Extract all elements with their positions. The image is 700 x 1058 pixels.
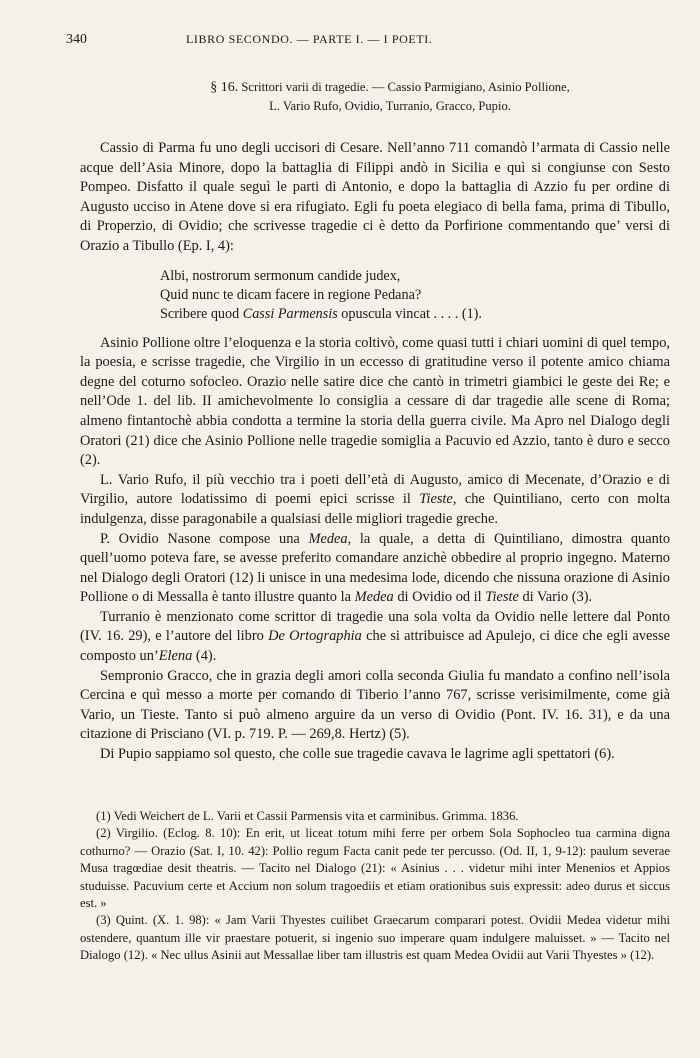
footnote-1: (1) Vedi Weichert de L. Varii et Cassii Parmensis vita et carminibus. Grimma. 1836. bbox=[96, 809, 519, 823]
verse-line: Quid nunc te dicam facere in regione Pedana? bbox=[160, 286, 422, 303]
text-run: , che Quintiliano, certo con molta indulgenza, disse paragonabile a qualsiasi delle migliori tragedie greche. bbox=[80, 491, 670, 527]
footnotes bbox=[80, 808, 670, 965]
page-number: 340 bbox=[66, 32, 87, 47]
paragraph-gracco: Sempronio Gracco, che in grazia degli amori colla seconda Giulia fu mandato a confino nell’isola Cercina e quì messo a morte per comando di Tiberio l’anno 767, scrisse verisimilmente, come già Vario, un Tieste. Tanto si può almeno arguire da un verso di Ovidio (Pont. IV. 16. 31), e da una citazione di Prisciano (VI. p. 719. P. — 269,8. Hertz) (5). bbox=[80, 667, 670, 743]
section-heading bbox=[80, 78, 670, 115]
footnote-2: (2) Virgilio. (Eclog. 8. 10): En erit, ut liceat totum mihi ferre per orbem Sola Sophocleo tua carmina digna cothurno? — Orazio (Sat. I, 10. 42): Pollio regum Facta canit pede ter percusso. (Od. II, 1, 9-12): paulum severae Musa tragœdiae desit theatris. — Tacito nel Dialogo (21): « Asinius . . . videtur mihi inter Menenios et Appios studuisse. Pacuvium certe et Accium non solum tragoediis et etiam orationibus suis expressit: adeo durus et siccus est. » bbox=[80, 826, 670, 911]
text-run: di Vario (3). bbox=[518, 589, 593, 606]
footnote-3: (3) Quint. (X. 1. 98): « Jam Varii Thyestes cuilibet Graecarum comparari potest. Ovidii Medea videtur mihi ostendere, quantum ille vir praestare potuerit, si ingenio suo imperare quam indulgere maluisset. » — Tacito nel Dialogo (12). « Nec ullus Asinii aut Messallae liber tam illustris est quam Medea Ovidii aut Varii Thyestes » (12). bbox=[80, 913, 670, 963]
verse-line bbox=[160, 305, 670, 324]
text-run: che si attribuisce ad Apulejo, ci dice che egli avesse composto un’ bbox=[80, 628, 670, 665]
section-title-line2: L. Vario Rufo, Ovidio, Turranio, Gracco, Pupio. bbox=[269, 99, 511, 113]
verse-italic: Cassi Parmensis bbox=[242, 305, 338, 322]
italic-title: Tieste bbox=[419, 491, 453, 508]
text-run: di Ovidio od il bbox=[393, 589, 486, 606]
paragraph-vario bbox=[80, 471, 670, 530]
italic-title: Elena bbox=[158, 648, 193, 665]
text-run: Turranio è menzionato come scrittor di tragedie una sola volta da Ovidio nelle lettere dal Ponto (IV. 16. 29), e l’autore del libro bbox=[80, 608, 670, 645]
paragraph-pupio: Di Pupio sappiamo sol questo, che colle sue tragedie cavava le lagrime agli spettatori (6). bbox=[100, 746, 615, 763]
section-number: § 16. bbox=[210, 80, 239, 95]
text-run: L. Vario Rufo, il più vecchio tra i poeti dell’età di Augusto, amico di Mecenate, d’Orazio e di Virgilio, autore lodatissimo di poemi epici scrisse il bbox=[80, 471, 670, 508]
text-run: , la quale, a detta di Quintiliano, dimostra quanto quell’uomo poteva fare, se avesse preferito comandare anzichè obbedire al proprio ingegno. Materno nel Dialogo degli Oratori (12) li unisce in una medesima lode, dicendo che nissuna orazione di Asinio Pollione o di Messalla è tanto illustre quanto la bbox=[80, 530, 671, 606]
text-run: P. Ovidio Nasone compose una bbox=[100, 530, 309, 547]
verse-text: opuscula vincat . . . . (1). bbox=[337, 305, 482, 322]
main-text bbox=[80, 78, 670, 765]
paragraph-ovidio bbox=[80, 530, 670, 608]
verse-quote bbox=[160, 267, 670, 324]
paragraph-cassio: Cassio di Parma fu uno degli uccisori di Cesare. Nell’anno 711 comandò l’armata di Cassio nelle acque dell’Asia Minore, dopo la battaglia di Filippi andò in Sicilia e quì si congiunse con Sesto Pompeo. Disfatto il quale seguì le parti di Antonio, e dopo la battaglia di Azzio fu per ordine di Augusto ucciso in Atene dove si era rifugiato. Egli fu poeta elegiaco di bella fama, prima di Tibullo, di Properzio, di Ovidio; che scrivesse tragedie ci è detto da Porfirione commentando que’ versi di Orazio a Tibullo (Ep. I, 4): bbox=[80, 140, 670, 254]
running-title: LIBRO SECONDO. — PARTE I. — I POETI. bbox=[186, 32, 433, 46]
verse-line: Albi, nostrorum sermonum candide judex, bbox=[160, 267, 401, 284]
running-head bbox=[66, 32, 666, 48]
text-run: (4). bbox=[192, 648, 217, 665]
paragraph-pollione: Asinio Pollione oltre l’eloquenza e la storia coltivò, come quasi tutti i chiari uomini di quel tempo, la poesia, e scrisse tragedie, che Virgilio in un eccesso di gratitudine verso il potente amico chiama degne del coturno sofocleo. Orazio nelle satire dice che cantò in trimetri giambici le geste dei Re; e nell’Ode 1. del lib. II amichevolmente lo consiglia a cessare di dar tragedie alle scene di Roma; almeno fintantochè abbia condotta a termine la storia della guerra civile. Ma Apro nel Dialogo degli Oratori (21) dice che Asinio Pollione nelle tragedie somiglia a Pacuvio ed Azzio, tanto è duro e secco (2). bbox=[80, 334, 670, 469]
section-title-line1: Scrittori varii di tragedie. — Cassio Parmigiano, Asinio Pollione, bbox=[241, 80, 570, 94]
italic-title: Medea bbox=[354, 589, 394, 606]
italic-title: Tieste bbox=[485, 589, 519, 606]
verse-text: Scribere quod bbox=[160, 305, 243, 322]
paragraph-turranio bbox=[80, 608, 670, 667]
italic-title: De Ortographia bbox=[268, 628, 362, 645]
italic-title: Medea bbox=[308, 530, 348, 547]
